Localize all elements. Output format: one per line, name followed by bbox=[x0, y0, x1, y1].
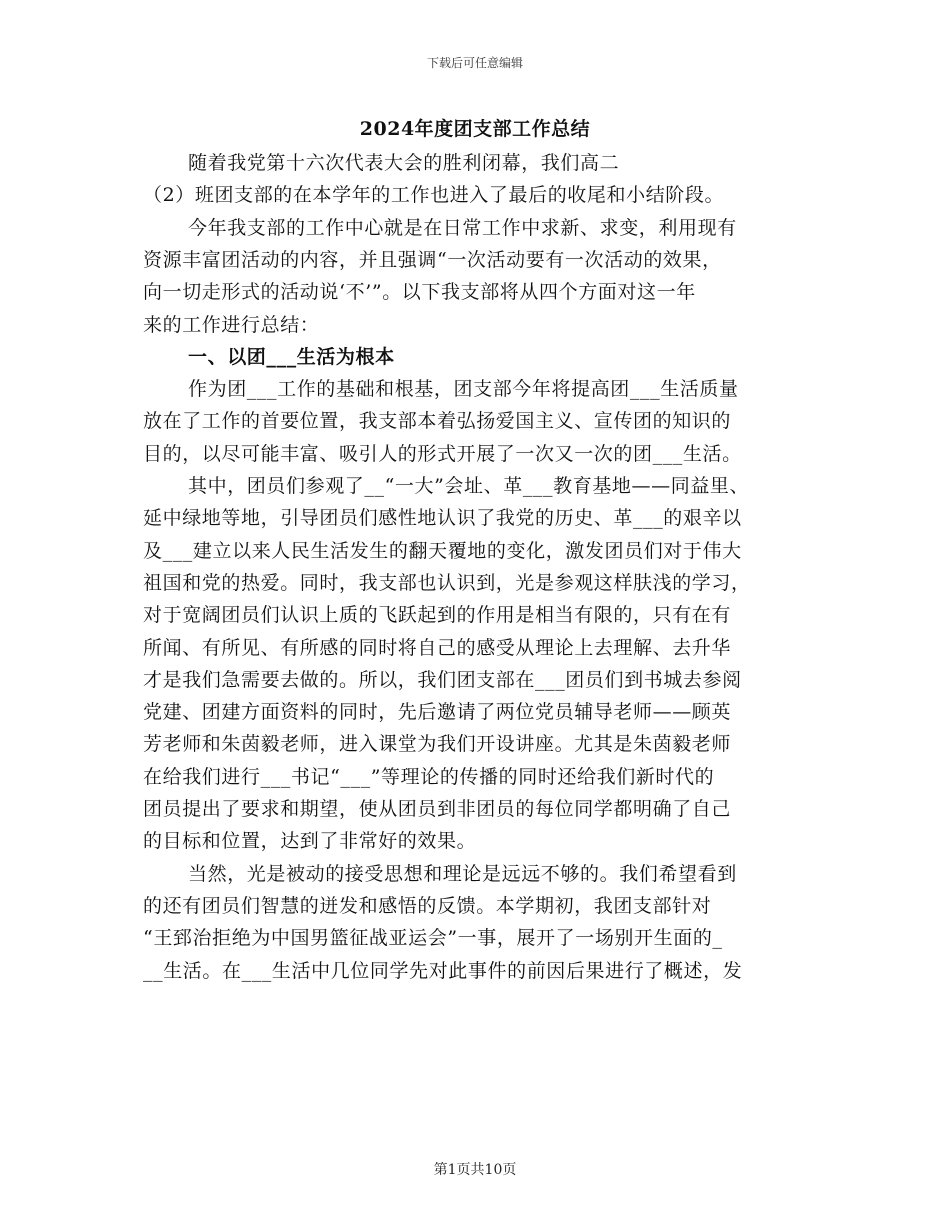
body-line: 才是我们急需要去做的。所以，我们团支部在___团员们到书城去参阅 bbox=[143, 668, 742, 691]
body-line: 向一切走形式的活动说‘不’”。以下我支部将从四个方面对这一年 bbox=[143, 281, 696, 304]
body-line: 随着我党第十六次代表大会的胜利闭幕，我们高二 bbox=[188, 152, 620, 174]
body-line: （2）班团支部的在本学年的工作也进入了最后的收尾和小结阶段。 bbox=[143, 184, 725, 207]
body-line: 及___建立以来人民生活发生的翻天覆地的变化，激发团员们对于伟大 bbox=[143, 539, 742, 562]
body-line: 今年我支部的工作中心就是在日常工作中求新、求变，利用现有 bbox=[188, 216, 737, 239]
page-footer: 第1页共10页 bbox=[433, 1162, 517, 1178]
body-line: 资源丰富团活动的内容，并且强调“一次活动要有一次活动的效果， bbox=[143, 248, 722, 271]
body-line: 来的工作进行总结： bbox=[143, 313, 320, 336]
body-line: “王郅治拒绝为中国男篮征战亚运会”一事，展开了一场别开生面的_ bbox=[143, 927, 723, 950]
body-line: 放在了工作的首要位置，我支部本着弘扬爱国主义、宣传团的知识的 bbox=[143, 410, 732, 433]
body-line: 目的，以尽可能丰富、吸引人的形式开展了一次又一次的团___生活。 bbox=[143, 442, 742, 465]
section-heading: 一、以团___生活为根本 bbox=[188, 345, 395, 368]
body-line: 当然，光是被动的接受思想和理论是远远不够的。我们希望看到 bbox=[188, 862, 737, 885]
body-line: 党建、团建方面资料的同时，先后邀请了两位党员辅导老师——顾英 bbox=[143, 701, 732, 724]
body-line: __生活。在___生活中几位同学先对此事件的前因后果进行了概述，发 bbox=[143, 959, 743, 982]
body-line: 对于宽阔团员们认识上质的飞跃起到的作用是相当有限的，只有在有 bbox=[143, 604, 732, 627]
body-line: 在给我们进行___书记“___”等理论的传播的同时还给我们新时代的 bbox=[143, 765, 715, 788]
body-line: 延中绿地等地，引导团员们感性地认识了我党的历史、革___的艰辛以 bbox=[143, 507, 742, 530]
page-header: 下载后可任意编辑 bbox=[426, 56, 523, 70]
document-title: 2024年度团支部工作总结 bbox=[359, 118, 591, 140]
body-line: 祖国和党的热爱。同时，我支部也认识到，光是参观这样肤浅的学习， bbox=[143, 571, 751, 594]
body-line: 其中，团员们参观了__“一大”会址、革___教育基地——同益里、 bbox=[188, 475, 750, 497]
body-line: 所闻、有所见、有所感的同时将自己的感受从理论上去理解、去升华 bbox=[143, 636, 732, 659]
body-line: 的目标和位置，达到了非常好的效果。 bbox=[143, 830, 477, 853]
body-line: 芳老师和朱茵毅老师，进入课堂为我们开设讲座。尤其是朱茵毅老师 bbox=[143, 733, 732, 756]
body-line: 的还有团员们智慧的迸发和感悟的反馈。本学期初，我团支部针对 bbox=[143, 894, 712, 917]
body-line: 团员提出了要求和期望，使从团员到非团员的每位同学都明确了自己 bbox=[143, 798, 732, 820]
body-line: 作为团___工作的基础和根基，团支部今年将提高团___生活质量 bbox=[188, 378, 739, 401]
